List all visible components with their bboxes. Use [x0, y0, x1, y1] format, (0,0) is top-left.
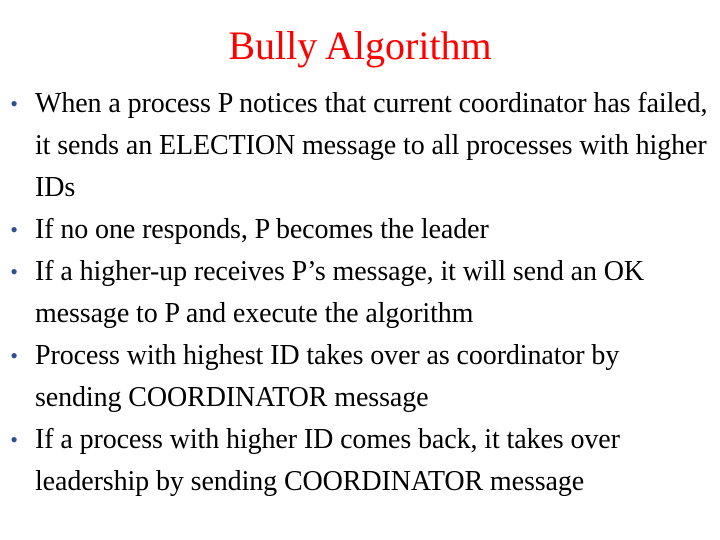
- bullet-icon: •: [10, 259, 18, 284]
- bullet-text: If a process with higher ID comes back, it takes over leadership by sending COORDINATOR message: [35, 424, 620, 497]
- bullet-item: [0, 335, 720, 419]
- bullet-text: If no one responds, P becomes the leader: [35, 214, 489, 245]
- bullet-icon: •: [10, 217, 18, 242]
- bullet-icon: •: [10, 427, 18, 452]
- bullet-text: If a higher-up receives P’s message, it will send an OK message to P and execute the algorithm: [35, 256, 644, 329]
- bullet-item: [0, 419, 720, 503]
- bullet-item: [0, 209, 720, 251]
- bullet-list: [0, 83, 720, 503]
- bullet-item: [0, 83, 720, 209]
- bullet-icon: •: [10, 343, 18, 368]
- bullet-item: [0, 251, 720, 335]
- bullet-icon: •: [10, 91, 18, 116]
- slide-title: Bully Algorithm: [228, 23, 492, 68]
- bullet-text: Process with highest ID takes over as coordinator by sending COORDINATOR message: [35, 340, 620, 413]
- bullet-text: When a process P notices that current coordinator has failed, it sends an ELECTION message to all processes with higher IDs: [35, 88, 708, 203]
